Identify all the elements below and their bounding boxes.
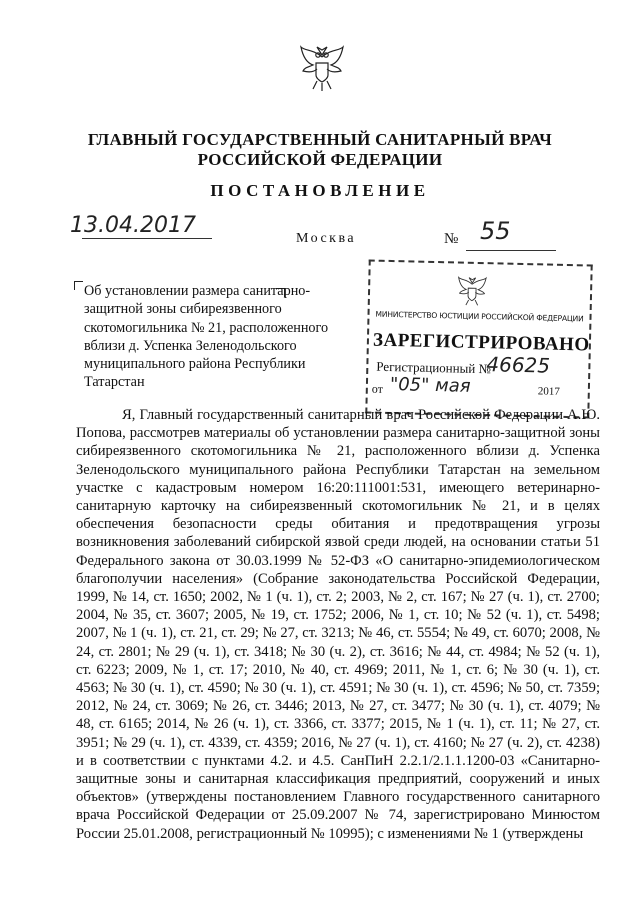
stamp-ministry: МИНИСТЕРСТВО ЮСТИЦИИ РОССИЙСКОЙ ФЕДЕРАЦИИ [375, 309, 584, 324]
document-date: 13.04.2017 [70, 213, 196, 238]
russian-coat-of-arms-icon [299, 41, 345, 93]
issuer-subtitle: РОССИЙСКОЙ ФЕДЕРАЦИИ [197, 150, 443, 169]
registration-stamp [365, 259, 592, 418]
document-number: 55 [480, 217, 511, 245]
document-city: Москва [296, 231, 357, 246]
stamp-emblem-icon [456, 273, 489, 308]
document-type-title: ПОСТАНОВЛЕНИЕ [210, 181, 430, 200]
stamp-year: 2017 [537, 385, 560, 398]
subject-corner-left [74, 281, 83, 290]
stamp-reg-label: Регистрационный № [376, 358, 492, 377]
number-underline [466, 250, 556, 251]
issuer-title: ГЛАВНЫЙ ГОСУДАРСТВЕННЫЙ САНИТАРНЫЙ ВРАЧ [87, 130, 553, 149]
stamp-status: ЗАРЕГИСТРИРОВАНО [372, 329, 590, 356]
document-subject: Об установлении размера санитарно-защитной зоны сибиреязвенного скотомогильника № 21, расположенного вблизи д. Успенка Зеленодольского муниципального района Республики Татарстан [84, 283, 329, 391]
stamp-reg-number: 46625 [486, 352, 551, 378]
stamp-date: "05" мая [389, 373, 471, 397]
stamp-date-prefix: от [371, 381, 384, 396]
document-body: Я, Главный государственный санитарный врач Российской Федерации А.Ю. Попова, рассмотрев материалы об установлении размера санитарно-защитной зоны сибиреязвенного скотомогильника № 21, расположенного вблизи д. Успенка Зеленодольского муниципального района Республики Татарстан на земельном участке с кадастровым номером 16:20:111001:531, имеющего ветеринарно-санитарную карточку на сибиреязвенный скотомогильник № 21, и в целях обеспечения безопасности среды обитания и предотвращения угрозы возникновения заболеваний сибирской язвой среди людей, на основании статьи 51 Федерального закона от 30.03.1999 № 52-ФЗ «О санитарно-эпидемиологическом благополучии населения» (Собрание законодательства Российской Федерации, 1999, № 14, ст. 1650; 2002, № 1 (ч. 1), ст. 2; 2003, № 2, ст. 167; № 27 (ч. 1), ст. 2700; 2004, № 35, ст. 3607; 2005, № 19, ст. 1752; 2006, № 1, ст. 10; № 52 (ч. 1), ст. 5498; 2007, № 1 (ч. 1), ст. 21, ст. 29; № 27, ст. 3213; № 46, ст. 5554; № 49, ст. 6070; 2008, № 24, ст. 2801; № 29 (ч. 1), ст. 3418; № 30 (ч. 2), ст. 3616; № 44, ст. 4984; № 52 (ч. 1), ст. 6223; 2009, № 1, ст. 17; 2010, № 40, ст. 4969; 2011, № 1, ст. 6; № 30 (ч. 1), ст. 4563; № 30 (ч. 1), ст. 4590; № 30 (ч. 1), ст. 4591; № 30 (ч. 1), ст. 4596; № 50, ст. 7359; 2012, № 24, ст. 3069; № 26, ст. 3446; 2013, № 27, ст. 3477; № 30 (ч. 1), ст. 4079; № 48, ст. 6165; 2014, № 26 (ч. 1), ст. 3366, ст. 3377; 2015, № 1 (ч. 1), ст. 11; № 27, ст. 3951; № 29 (ч. 1), ст. 4339, ст. 4359; 2016, № 27 (ч. 1), ст. 4160; № 27 (ч. 2), ст. 4238) и в соответствии с пунктами 4.2. и 4.5. СанПиН 2.2.1/2.1.1.1200-03 «Санитарно-защитные зоны и санитарная классификация предприятий, сооружений и иных объектов» (утверждены постановлением Главного государственного санитарного врача Российской Федерации от 25.09.2007 № 74, зарегистрировано Минюстом России 25.01.2008, регистрационный № 10995); с изменениями № 1 (утверждены [76, 407, 600, 842]
date-underline [82, 238, 212, 239]
number-label: № [444, 231, 459, 247]
